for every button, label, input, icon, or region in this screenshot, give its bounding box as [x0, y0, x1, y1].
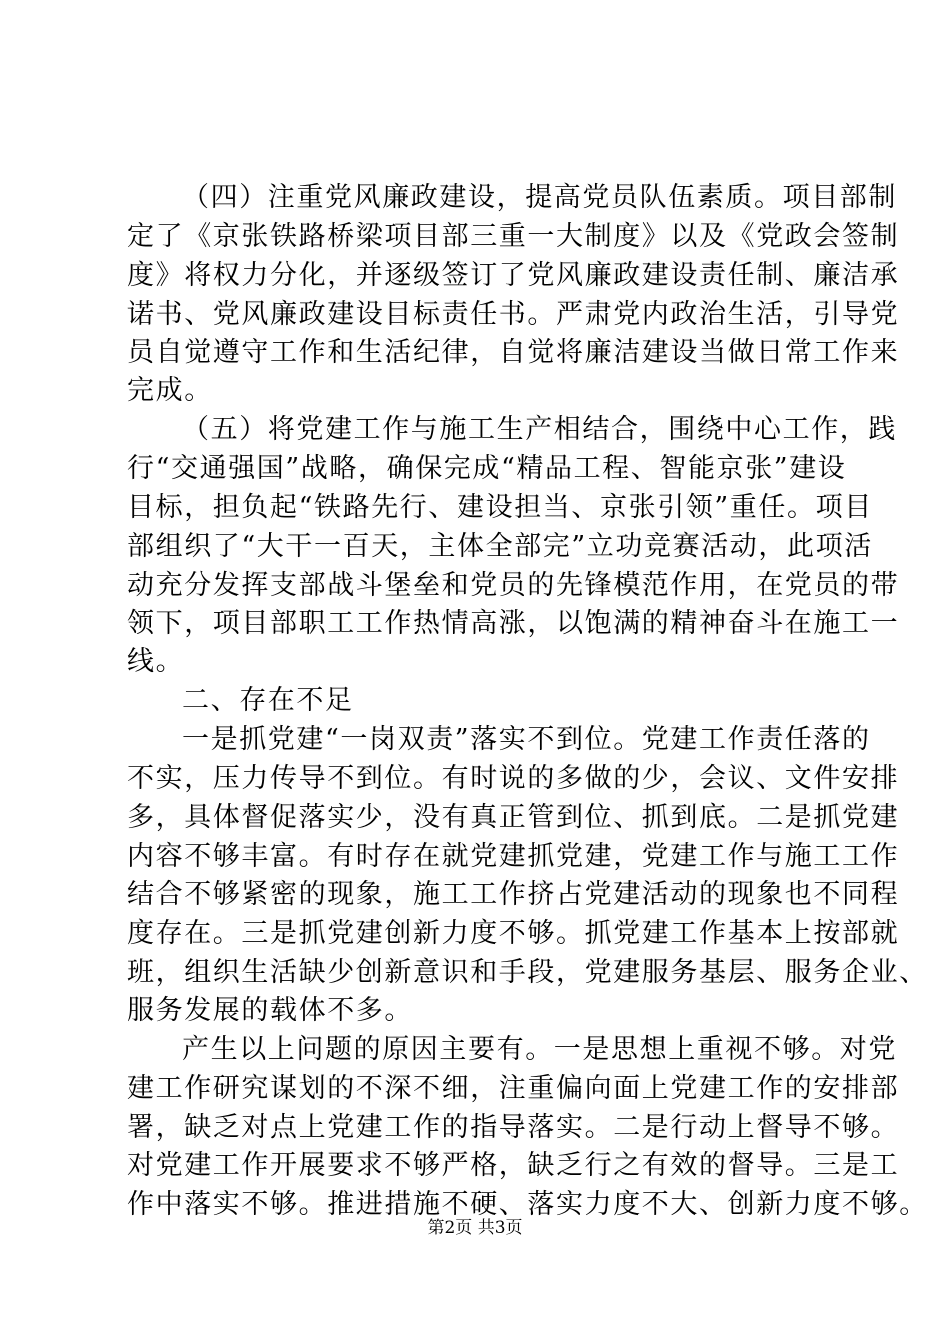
page-footer: 第2页 共3页 [427, 1218, 523, 1238]
text-line: 班，组织生活缺少创新意识和手段，党建服务基层、服务企业、 [127, 957, 928, 988]
text-line: 内容不够丰富。有时存在就党建抓党建，党建工作与施工工作 [127, 841, 900, 872]
text-line: 部组织了“大干一百天，主体全部完”立功竞赛活动，此项活 [127, 531, 873, 562]
text-line: 行“交通强国”战略，确保完成“精品工程、智能京张”建设 [127, 453, 847, 484]
section-heading: 二、存在不足 [182, 685, 354, 716]
text-line: 署，缺乏对点上党建工作的指导落实。二是行动上督导不够。 [127, 1112, 900, 1143]
text-line: 度》将权力分化，并逐级签订了党风廉政建设责任制、廉洁承 [127, 260, 900, 291]
text-line: 定了《京张铁路桥梁项目部三重一大制度》以及《党政会签制 [127, 221, 900, 252]
text-line: 目标，担负起“铁路先行、建设担当、京张引领”重任。项目 [127, 492, 873, 523]
text-line: 不实，压力传导不到位。有时说的多做的少，会议、文件安排 [127, 763, 900, 794]
text-line: 线。 [127, 646, 185, 677]
text-line: 完成。 [127, 375, 213, 406]
text-line: （四）注重党风廉政建设，提高党员队伍素质。项目部制 [182, 182, 897, 213]
text-line: 服务发展的载体不多。 [127, 995, 413, 1026]
text-line: 多，具体督促落实少，没有真正管到位、抓到底。二是抓党建 [127, 802, 900, 833]
text-line: 产生以上问题的原因主要有。一是思想上重视不够。对党 [182, 1034, 897, 1065]
text-line: 结合不够紧密的现象，施工工作挤占党建活动的现象也不同程 [127, 879, 900, 910]
text-line: 领下，项目部职工工作热情高涨，以饱满的精神奋斗在施工一 [127, 608, 900, 639]
text-line: 诺书、党风廉政建设目标责任书。严肃党内政治生活，引导党 [127, 299, 900, 330]
text-line: 作中落实不够。推进措施不硬、落实力度不大、创新力度不够。 [127, 1189, 928, 1220]
text-line: 度存在。三是抓党建创新力度不够。抓党建工作基本上按部就 [127, 918, 900, 949]
text-line: 对党建工作开展要求不够严格，缺乏行之有效的督导。三是工 [127, 1150, 900, 1181]
text-line: 动充分发挥支部战斗堡垒和党员的先锋模范作用，在党员的带 [127, 570, 900, 601]
text-line: （五）将党建工作与施工生产相结合，围绕中心工作，践 [182, 414, 897, 445]
text-line: 建工作研究谋划的不深不细，注重偏向面上党建工作的安排部 [127, 1073, 900, 1104]
text-line: 员自觉遵守工作和生活纪律，自觉将廉洁建设当做日常工作来 [127, 337, 900, 368]
text-line: 一是抓党建“一岗双责”落实不到位。党建工作责任落的 [182, 724, 871, 755]
